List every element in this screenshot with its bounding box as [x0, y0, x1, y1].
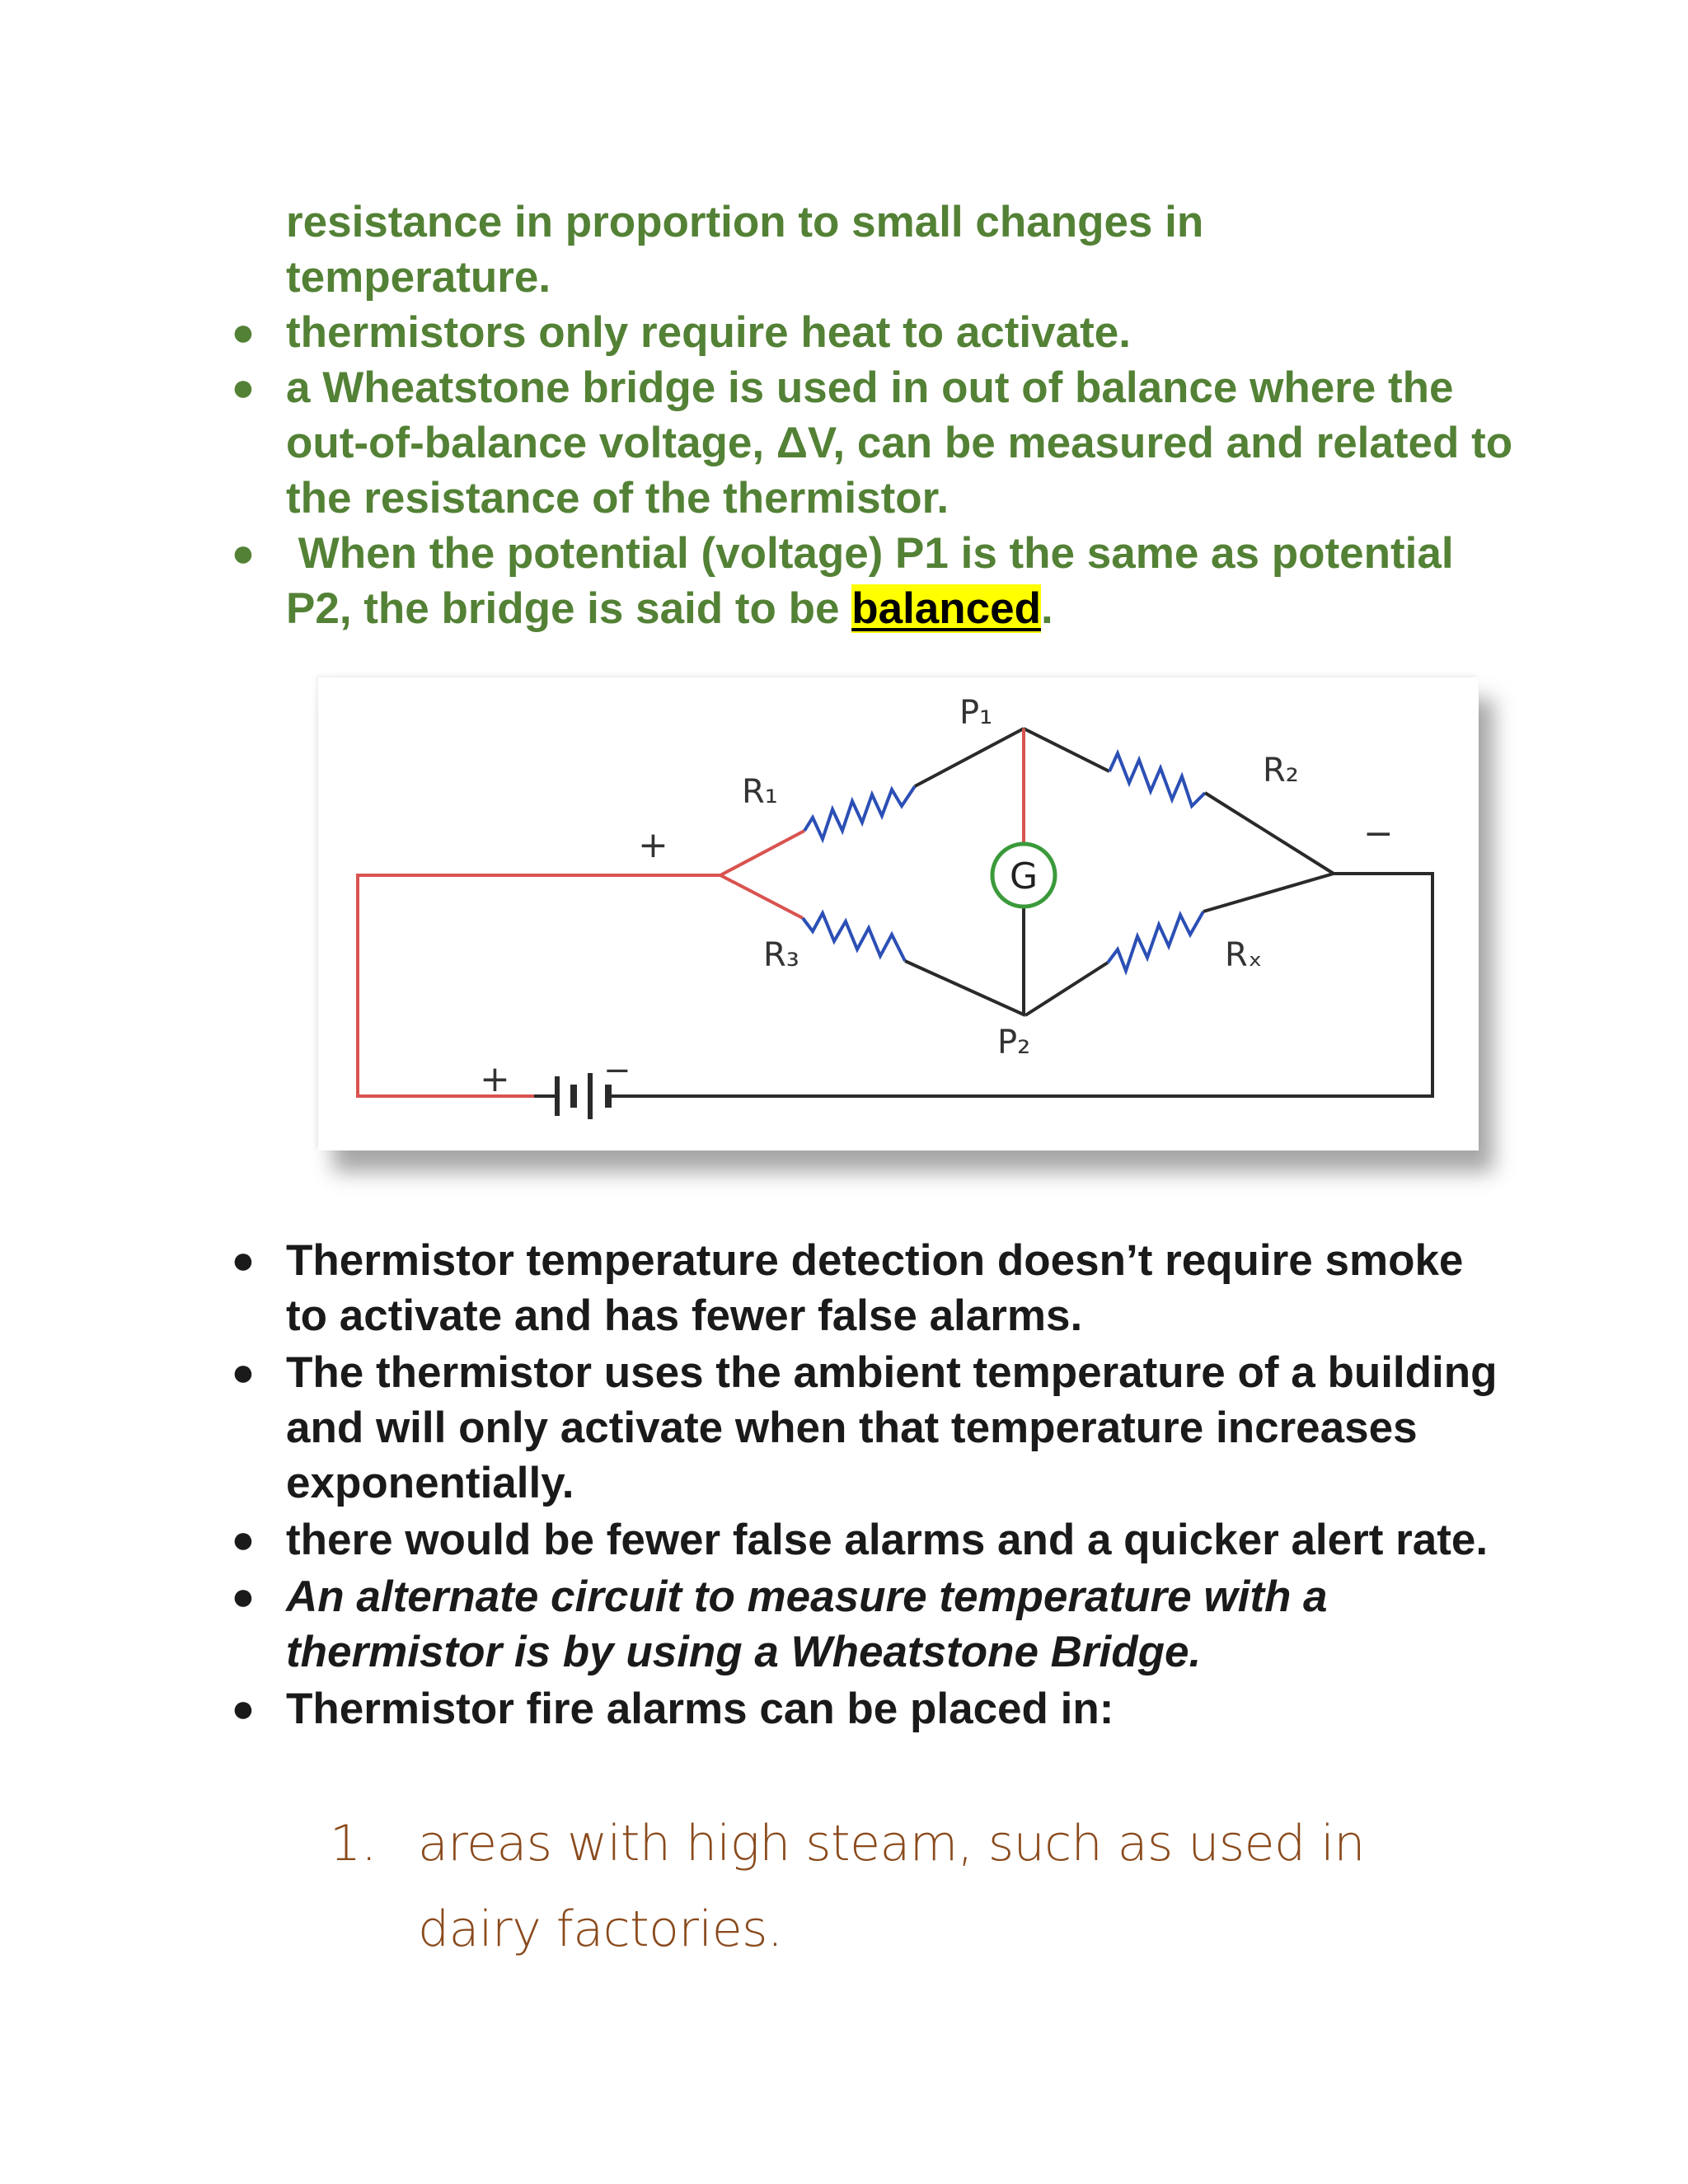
wire-left-to-r1: [720, 831, 804, 875]
resistor-r2: [1109, 753, 1205, 806]
label-p2: P₂: [997, 1024, 1031, 1062]
list-text: areas with high steam, such as used in dairy factories.: [418, 1815, 1365, 1958]
wire-r2-to-right: [1205, 793, 1334, 874]
bullet-item: ● there would be fewer false alarms and a quicker alert rate.: [228, 1512, 1514, 1568]
wire-rx-to-right: [1203, 874, 1334, 912]
resistor-r3: [803, 913, 905, 961]
label-plus-battery: +: [480, 1058, 510, 1100]
wire-p2-to-rx: [1025, 963, 1108, 1015]
wire-left-to-r3: [720, 875, 803, 918]
circuit-svg: [318, 677, 1479, 1151]
bullet-icon: ●: [231, 366, 256, 410]
bullet-icon: ●: [231, 311, 256, 354]
bullet-icon: ●: [231, 1687, 256, 1731]
green-notes: [228, 194, 1514, 636]
wheatstone-bridge-diagram: [318, 677, 1479, 1151]
bullet-item: ● The thermistor uses the ambient temperature of a building and will only activate when that temperature increases exponentially.: [228, 1345, 1514, 1511]
label-rx: Rₓ: [1225, 936, 1263, 974]
bullet-item-heading: ● Thermistor fire alarms can be placed in:: [228, 1681, 1514, 1736]
bullet-item-balanced: ● When the potential (voltage) P1 is the same as potential P2, the bridge is said to be balanced.: [228, 526, 1514, 636]
continuation-text: resistance in proportion to small changes in temperature.: [286, 198, 1204, 302]
label-p1: P₁: [959, 694, 993, 732]
label-r1: R₁: [742, 773, 778, 811]
black-notes: [228, 1233, 1514, 1736]
bullet-icon: ●: [231, 532, 256, 575]
wire-r3-to-p2: [905, 961, 1025, 1015]
list-item: [330, 1801, 1467, 1972]
bullet-icon: ●: [231, 1575, 256, 1619]
resistor-r1: [804, 786, 915, 839]
wire-r1-to-p1: [915, 729, 1024, 786]
bullet-icon: ●: [231, 1239, 256, 1282]
label-r3: R₃: [763, 936, 799, 974]
wire-left-red: [358, 875, 720, 1096]
bullet-item: ● a Wheatstone bridge is used in out of balance where the out-of-balance voltage, ΔV, can be measured and related to the resistance of the thermistor.: [228, 360, 1514, 526]
bullet-icon: ●: [231, 1351, 256, 1394]
placement-list: [330, 1801, 1467, 1972]
galvanometer-label: G: [1009, 855, 1039, 898]
highlighted-term: balanced: [851, 584, 1041, 633]
bullet-icon: ●: [231, 1518, 256, 1562]
wire-p1-to-r2: [1024, 729, 1109, 771]
label-plus-bridge: +: [638, 824, 668, 866]
label-minus-battery: −: [603, 1052, 631, 1090]
label-minus-bridge: −: [1363, 813, 1394, 855]
resistor-rx: [1108, 912, 1203, 971]
bullet-item-italic: ● An alternate circuit to measure temperature with a thermistor is by using a Wheatstone Bridge.: [228, 1569, 1514, 1680]
bullet-item: ● Thermistor temperature detection doesn’t require smoke to activate and has fewer false alarms.: [228, 1233, 1514, 1343]
label-r2: R₂: [1263, 752, 1299, 790]
bullet-item: ● thermistors only require heat to activate.: [228, 305, 1514, 360]
list-number: 1.: [330, 1815, 377, 1872]
